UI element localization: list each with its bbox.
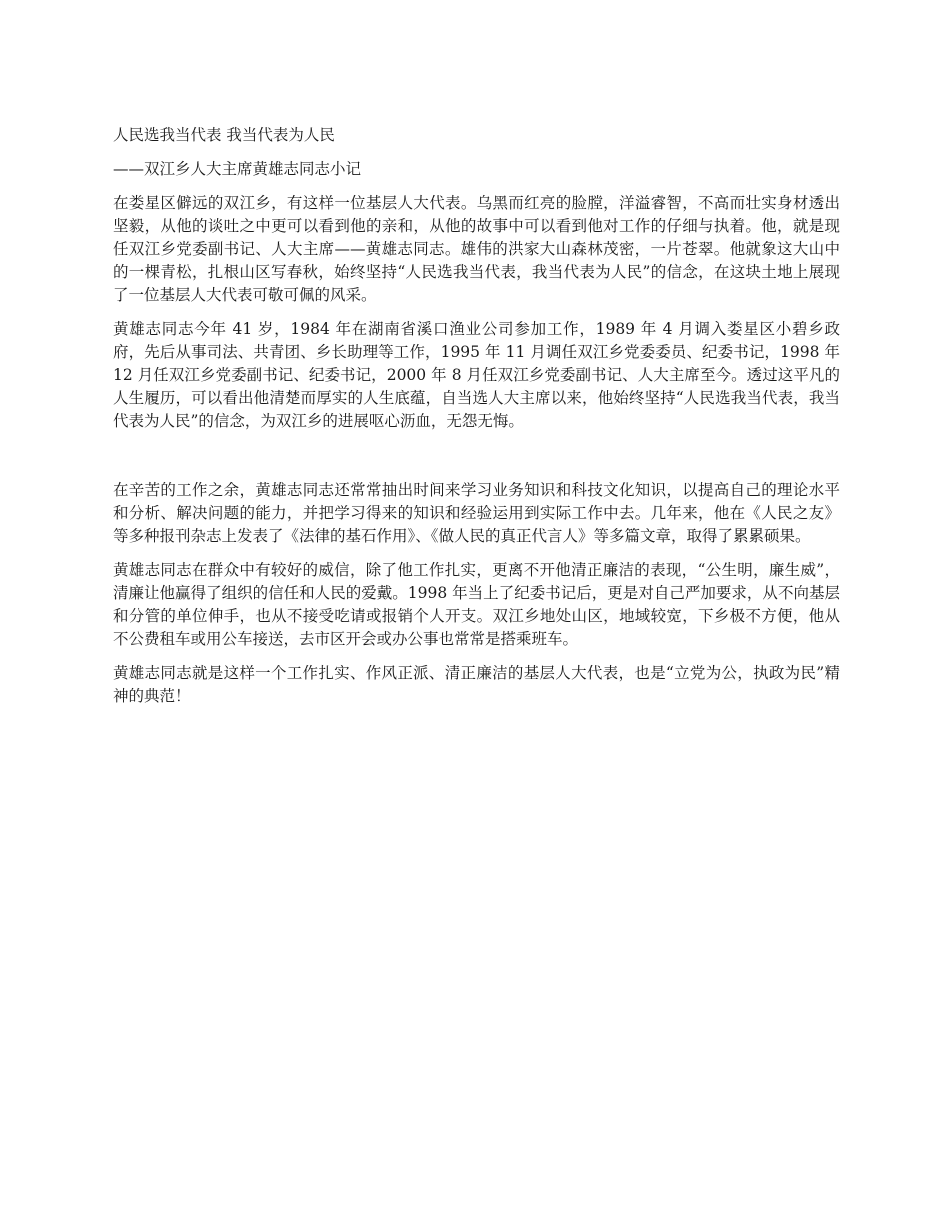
document-title: 人民选我当代表 我当代表为人民: [113, 126, 335, 144]
section-gap: [113, 444, 840, 479]
paragraph-intro: 在娄星区僻远的双江乡，有这样一位基层人大代表。乌黑而红亮的脸膛，洋溢睿智，不高而壮实身材透出坚毅，从他的谈吐之中更可以看到他的亲和，从他的故事中可以看到他对工作的仔细与执着。他，就是现任双江乡党委副书记、人大主席——黄雄志同志。雄伟的洪家大山森林茂密，一片苍翠。他就象这大山中的一棵青松，扎根山区写春秋，始终坚持“人民选我当代表，我当代表为人民”的信念，在这块土地上展现了一位基层人大代表可敬可佩的风采。: [113, 194, 840, 304]
paragraph-conclusion: 黄雄志同志就是这样一个工作扎实、作风正派、清正廉洁的基层人大代表，也是“立党为公，执政为民”精神的典范！: [113, 664, 840, 705]
paragraph-biography: 黄雄志同志今年 41 岁，1984 年在湖南省溪口渔业公司参加工作，1989 年 4 月调入娄星区小碧乡政府，先后从事司法、共青团、乡长助理等工作，1995 年 11 月调任双江乡党委委员、纪委书记，1998 年 12 月任双江乡党委副书记、纪委书记，2000 年 8 月任双江乡党委副书记、人大主席至今。透过这平凡的人生履历，可以看出他清楚而厚实的人生底蕴，自当选人大主席以来，他始终坚持“人民选我当代表，我当代表为人民”的信念，为双江乡的进展呕心沥血，无怨无悔。: [113, 320, 840, 430]
paragraph-study: 在辛苦的工作之余，黄雄志同志还常常抽出时间来学习业务知识和科技文化知识，以提高自己的理论水平和分析、解决问题的能力，并把学习得来的知识和经验运用到实际工作中去。几年来，他在《人民之友》等多种报刊杂志上发表了《法律的基石作用》、《做人民的真正代言人》等多篇文章，取得了累累硕果。: [113, 481, 840, 545]
document-subtitle: ——双江乡人大主席黄雄志同志小记: [113, 160, 362, 178]
document-page: [113, 124, 840, 719]
paragraph-integrity: 黄雄志同志在群众中有较好的威信，除了他工作扎实，更离不开他清正廉洁的表现，“公生明，廉生威”，清廉让他赢得了组织的信任和人民的爱戴。1998 年当上了纪委书记后，更是对自己严加要求，从不向基层和分管的单位伸手，也从不接受吃请或报销个人开支。双江乡地处山区，地域较宽，下乡极不方便，他从不公费租车或用公车接送，去市区开会或办公事也常常是搭乘班车。: [113, 561, 840, 648]
